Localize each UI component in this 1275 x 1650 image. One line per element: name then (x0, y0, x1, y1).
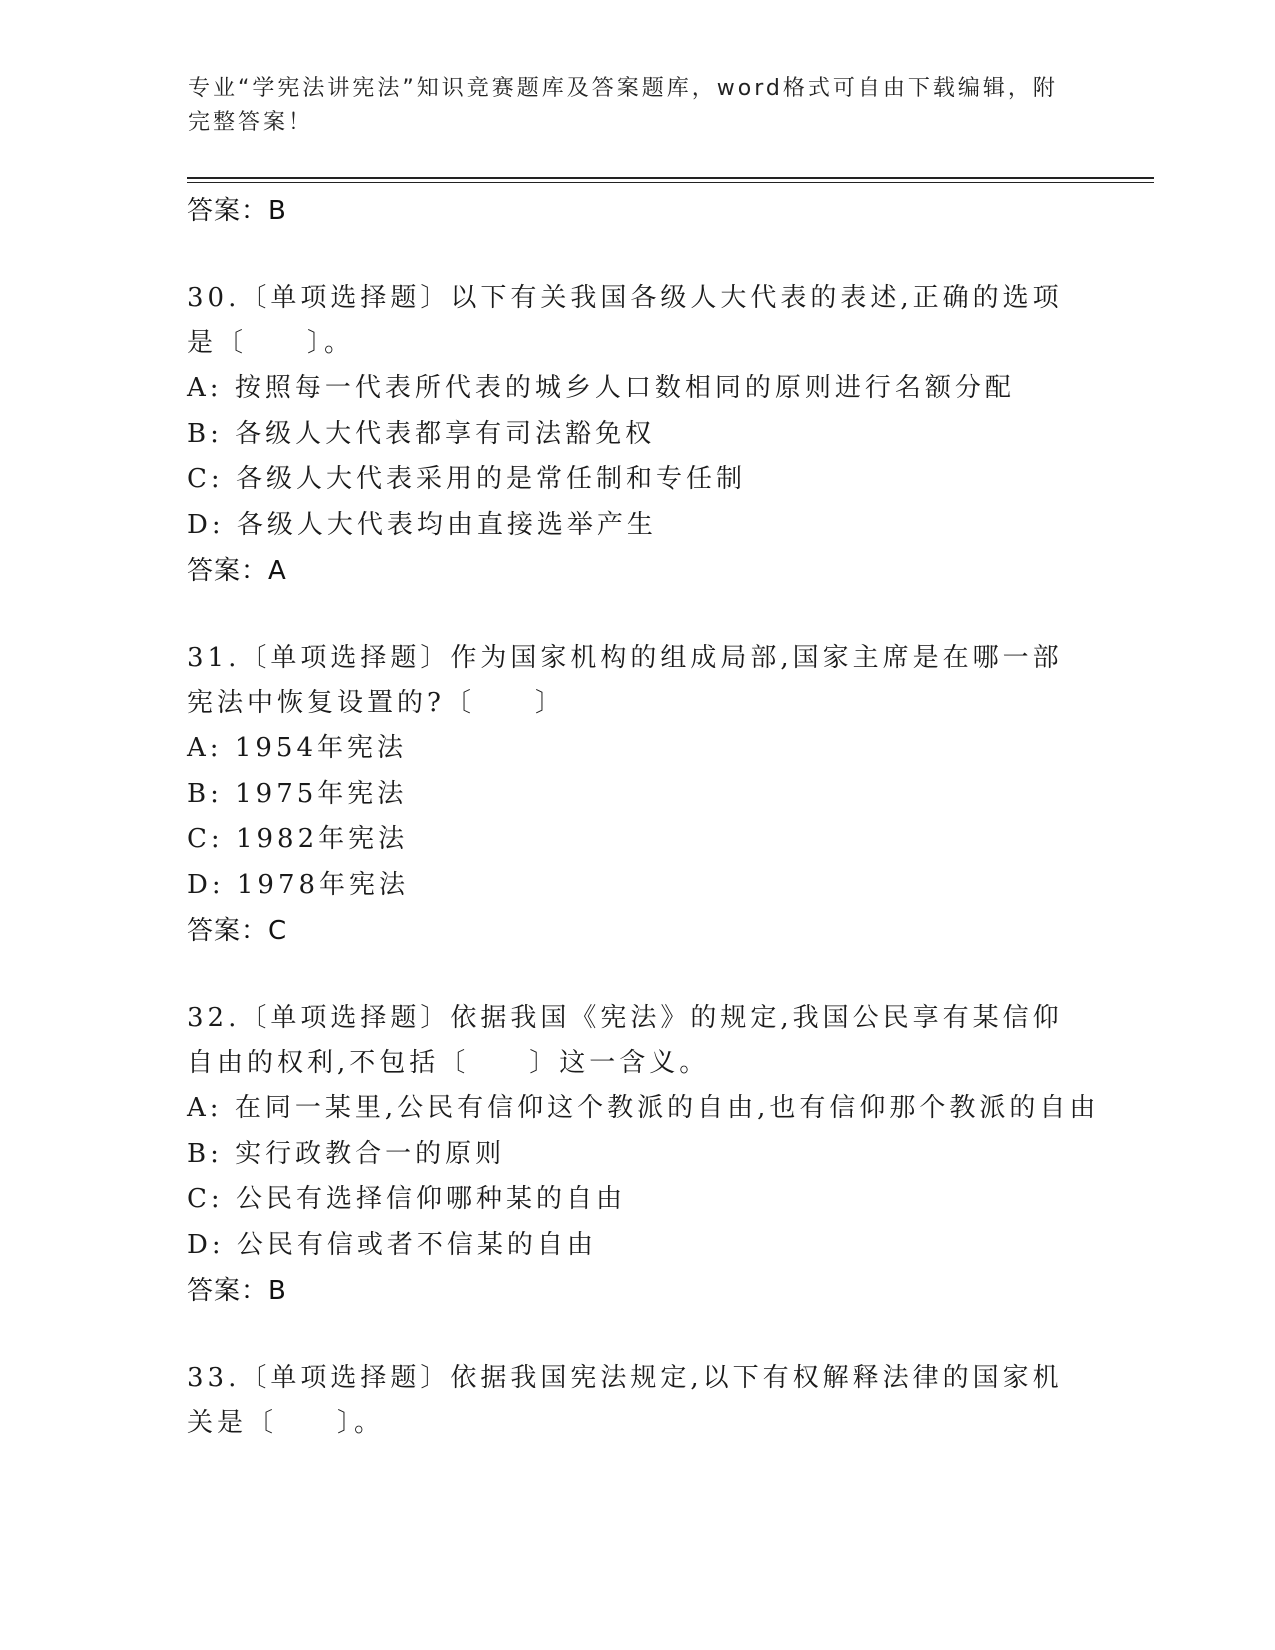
option-key: A (187, 1093, 210, 1123)
option-key: B (187, 778, 211, 809)
option-text: 1975年宪法 (235, 778, 408, 809)
option-d (187, 863, 1087, 909)
header-divider-thin (187, 182, 1154, 183)
option-c (187, 1177, 1087, 1223)
question-text: 31.〔单项选择题〕作为国家机构的组成局部,国家主席是在哪一部宪法中恢复设置的?〔 〕 (187, 643, 1063, 718)
answer-line (187, 548, 1087, 594)
option-key: A (187, 733, 210, 763)
option-key: C (187, 464, 211, 494)
option-separator: : (210, 824, 236, 854)
block-spacer (187, 1314, 1087, 1356)
option-text: 公民有选择信仰哪种某的自由 (235, 1184, 626, 1214)
answer-value: B (268, 196, 287, 226)
question-text: 32.〔单项选择题〕依据我国《宪法》的规定,我国公民享有某信仰自由的权利,不包括〔 〕这一含义。 (187, 1003, 1063, 1078)
question-list (187, 188, 1100, 1446)
option-text: 各级人大代表采用的是常任制和专任制 (235, 464, 746, 494)
option-separator: : (209, 373, 235, 403)
option-b (187, 772, 1087, 818)
answer-line (187, 188, 1087, 234)
option-a (187, 366, 1087, 412)
question-text: 30.〔单项选择题〕以下有关我国各级人大代表的表述,正确的选项是〔 〕。 (187, 283, 1063, 358)
option-separator: : (210, 418, 236, 449)
option-text: 各级人大代表都享有司法豁免权 (235, 418, 656, 449)
option-text: 1954年宪法 (234, 733, 407, 763)
option-separator: : (210, 1138, 236, 1169)
document-header: 专业“学宪法讲宪法”知识竞赛题库及答案题库，word格式可自由下载编辑，附完整答案！ (188, 76, 1058, 135)
block-spacer (187, 594, 1087, 636)
option-d (187, 503, 1087, 549)
question-text: 33.〔单项选择题〕依据我国宪法规定,以下有权解释法律的国家机关是〔 〕。 (187, 1363, 1063, 1438)
option-b (187, 1132, 1087, 1178)
option-key: B (187, 1138, 211, 1169)
answer-value: C (268, 916, 288, 946)
option-separator: : (211, 509, 237, 540)
option-text: 1982年宪法 (235, 824, 409, 854)
option-text: 公民有信或者不信某的自由 (236, 1229, 597, 1260)
option-separator: : (210, 778, 236, 809)
header-divider (187, 177, 1154, 179)
option-key: D (187, 509, 212, 540)
option-separator: : (210, 1184, 236, 1214)
option-key: B (187, 418, 211, 449)
answer-line (187, 908, 1087, 954)
block-spacer (187, 234, 1087, 276)
answer-line (187, 1268, 1087, 1314)
answer-label: 答案： (187, 556, 269, 586)
option-separator: : (209, 1093, 235, 1123)
option-text: 实行政教合一的原则 (235, 1138, 506, 1169)
option-b (187, 412, 1087, 458)
answer-label: 答案： (187, 1276, 269, 1306)
option-key: D (187, 869, 212, 900)
answer-value: A (268, 556, 287, 586)
option-a (187, 1086, 1100, 1132)
answer-label: 答案： (187, 916, 269, 946)
option-text: 各级人大代表均由直接选举产生 (236, 509, 657, 540)
option-a (187, 726, 1087, 772)
option-key: C (187, 824, 211, 854)
option-text: 1978年宪法 (236, 869, 410, 900)
option-text: 按照每一代表所代表的城乡人口数相同的原则进行名额分配 (234, 373, 1015, 403)
option-separator: : (210, 464, 236, 494)
option-c (187, 817, 1087, 863)
option-c (187, 457, 1087, 503)
option-key: A (187, 373, 210, 403)
block-spacer (187, 954, 1087, 996)
option-key: C (187, 1184, 211, 1214)
option-text: 在同一某里,公民有信仰这个教派的自由,也有信仰那个教派的自由 (234, 1093, 1100, 1123)
option-separator: : (209, 733, 235, 763)
answer-label: 答案： (187, 196, 269, 226)
option-key: D (187, 1229, 212, 1260)
option-separator: : (211, 1229, 237, 1260)
answer-value: B (268, 1276, 287, 1306)
option-separator: : (211, 869, 237, 900)
option-d (187, 1223, 1087, 1269)
